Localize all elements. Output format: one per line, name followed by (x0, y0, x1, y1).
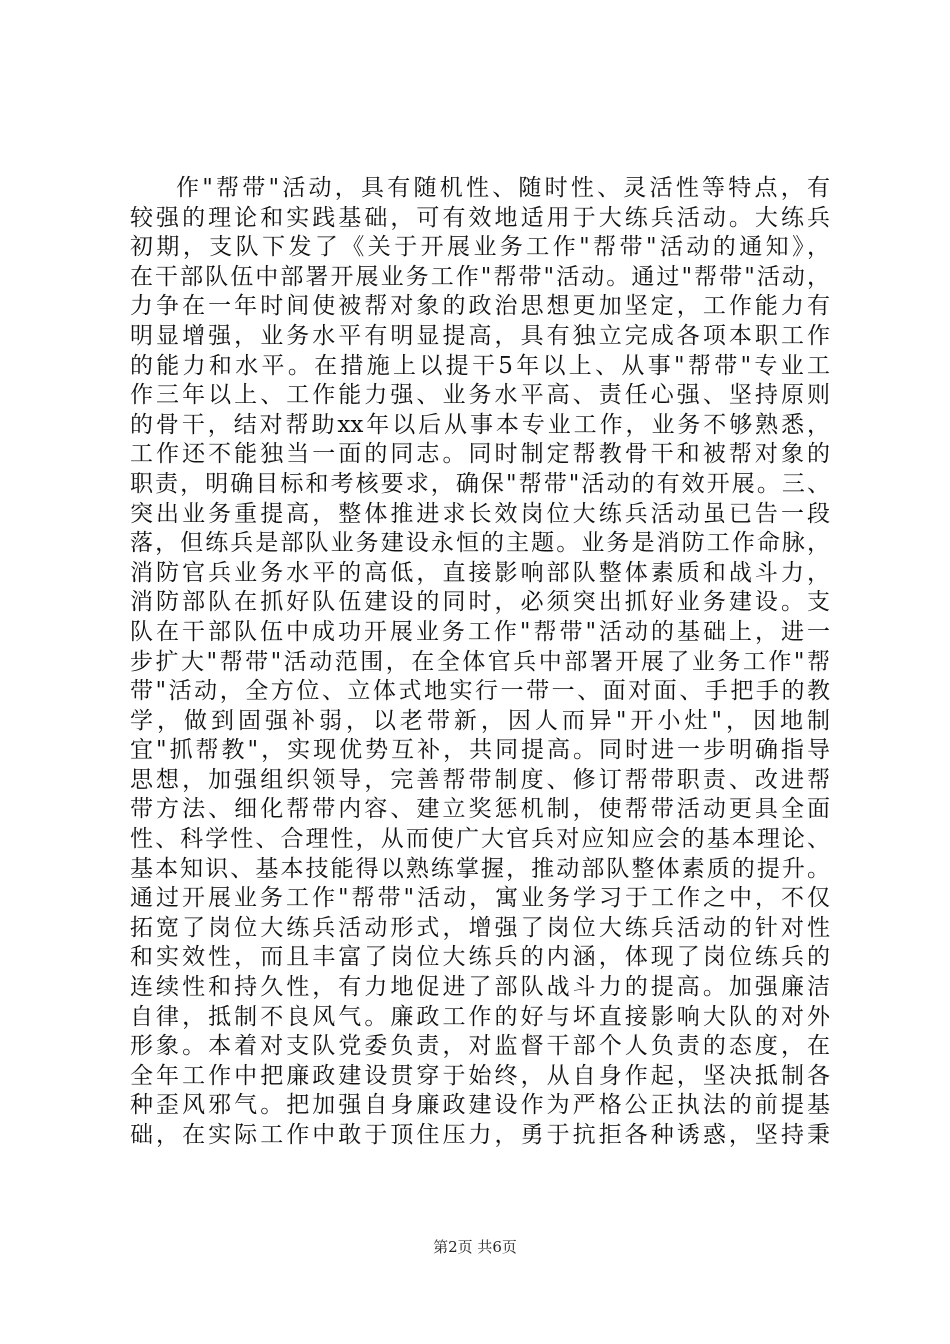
text-line: 自律，抵制不良风气。廉政工作的好与坏直接影响大队的对外 (130, 1003, 830, 1030)
text-line: 的骨干，结对帮助xx年以后从事本专业工作，业务不够熟悉， (130, 411, 830, 438)
page-footer (0, 1236, 950, 1257)
text-line: 初期，支队下发了《关于开展业务工作"帮带"活动的通知》， (130, 234, 830, 261)
text-line: 形象。本着对支队党委负责，对监督干部个人负责的态度，在 (130, 1033, 830, 1060)
text-line: 和实效性，而且丰富了岗位大练兵的内涵，体现了岗位练兵的 (130, 944, 830, 971)
text-line: 宜"抓帮教"，实现优势互补，共同提高。同时进一步明确指导 (130, 737, 830, 764)
text-line: 拓宽了岗位大练兵活动形式，增强了岗位大练兵活动的针对性 (130, 914, 830, 941)
text-line: 连续性和持久性，有力地促进了部队战斗力的提高。加强廉洁 (130, 974, 830, 1001)
text-line: 明显增强，业务水平有明显提高，具有独立完成各项本职工作 (130, 322, 830, 349)
text-line: 种歪风邪气。把加强自身廉政建设作为严格公正执法的前提基 (130, 1092, 830, 1119)
text-line: 作三年以上、工作能力强、业务水平高、责任心强、坚持原则 (130, 382, 830, 409)
text-line: 学，做到固强补弱，以老带新，因人而异"开小灶"，因地制 (130, 707, 830, 734)
text-line: 在干部队伍中部署开展业务工作"帮带"活动。通过"帮带"活动， (130, 263, 830, 290)
text-line: 性、科学性、合理性，从而使广大官兵对应知应会的基本理论、 (130, 826, 830, 853)
text-line: 落，但练兵是部队业务建设永恒的主题。业务是消防工作命脉， (130, 530, 830, 557)
text-line: 通过开展业务工作"帮带"活动，寓业务学习于工作之中，不仅 (130, 885, 830, 912)
document-body (130, 174, 830, 1151)
text-line: 的能力和水平。在措施上以提干5年以上、从事"帮带"专业工 (130, 352, 830, 379)
text-line: 基本知识、基本技能得以熟练掌握，推动部队整体素质的提升。 (130, 855, 830, 882)
text-line: 础，在实际工作中敢于顶住压力，勇于抗拒各种诱惑，坚持秉 (130, 1122, 830, 1148)
text-line: 工作还不能独当一面的同志。同时制定帮教骨干和被帮对象的 (130, 441, 830, 468)
text-line: 带"活动，全方位、立体式地实行一带一、面对面、手把手的教 (130, 678, 830, 705)
text-line: 带方法、细化帮带内容、建立奖惩机制，使帮带活动更具全面 (130, 796, 830, 823)
text-line: 力争在一年时间使被帮对象的政治思想更加坚定，工作能力有 (130, 293, 830, 320)
page-number-label: 第2页 共6页 (433, 1238, 517, 1256)
text-line: 队在干部队伍中成功开展业务工作"帮带"活动的基础上，进一 (130, 618, 830, 645)
text-line: 作"帮带"活动，具有随机性、随时性、灵活性等特点，有 (176, 175, 830, 201)
text-line: 消防部队在抓好队伍建设的同时，必须突出抓好业务建设。支 (130, 589, 830, 616)
text-line: 思想，加强组织领导，完善帮带制度、修订帮带职责、改进帮 (130, 766, 830, 793)
text-line: 消防官兵业务水平的高低，直接影响部队整体素质和战斗力， (130, 559, 830, 586)
text-line: 职责，明确目标和考核要求，确保"帮带"活动的有效开展。三、 (130, 470, 830, 497)
text-line: 全年工作中把廉政建设贯穿于始终，从自身作起，坚决抵制各 (130, 1062, 830, 1089)
text-line: 较强的理论和实践基础，可有效地适用于大练兵活动。大练兵 (130, 204, 830, 231)
text-line: 步扩大"帮带"活动范围，在全体官兵中部署开展了业务工作"帮 (130, 648, 830, 675)
text-line: 突出业务重提高，整体推进求长效岗位大练兵活动虽已告一段 (130, 500, 830, 527)
